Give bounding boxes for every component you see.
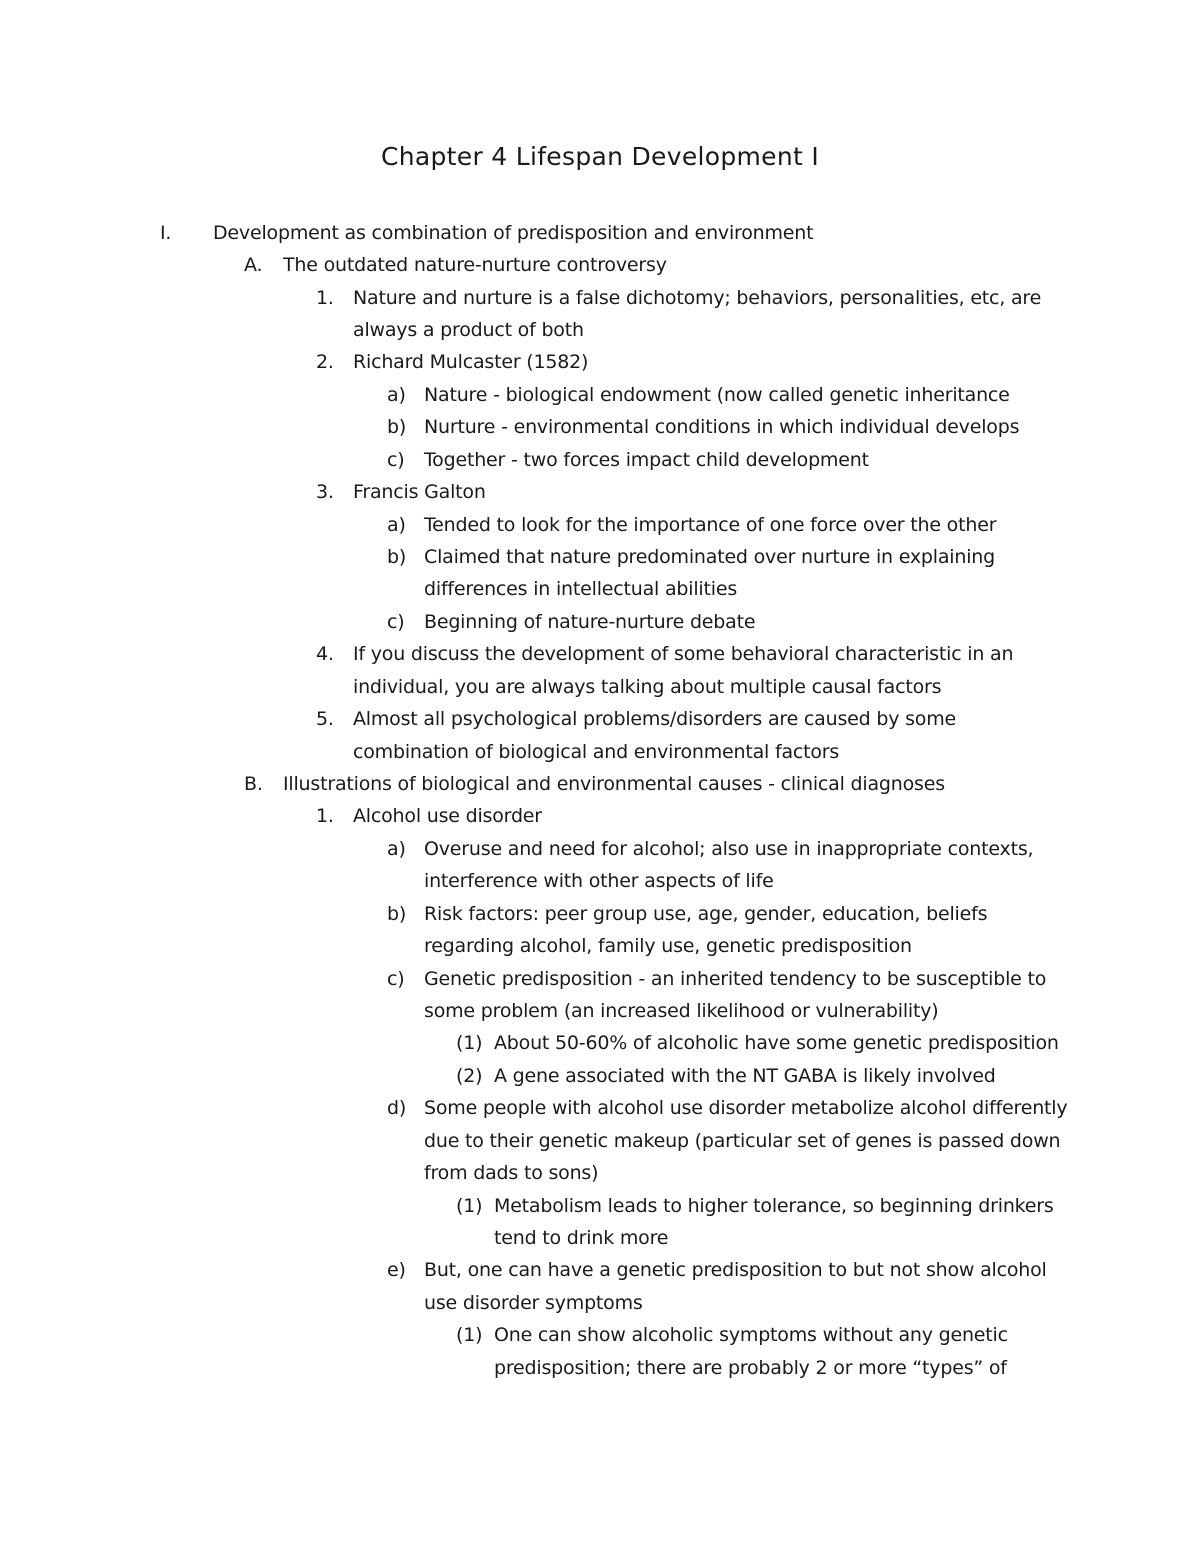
- outline-text: Overuse and need for alcohol; also use in inappropriate contexts,: [424, 838, 1034, 860]
- outline-marker: 3.: [316, 481, 334, 503]
- outline-text: Francis Galton: [353, 481, 486, 503]
- outline-text: Claimed that nature predominated over nurture in explaining: [424, 546, 995, 568]
- outline-text: use disorder symptoms: [424, 1292, 643, 1314]
- outline-marker: I.: [160, 222, 172, 244]
- outline-text: Nature and nurture is a false dichotomy; behaviors, personalities, etc, are: [353, 287, 1042, 309]
- outline-marker: d): [387, 1097, 407, 1119]
- outline-text: Tended to look for the importance of one force over the other: [424, 514, 997, 536]
- outline-marker: (2): [456, 1065, 483, 1087]
- outline-marker: c): [387, 611, 405, 633]
- outline-marker: a): [387, 514, 406, 536]
- outline-text: Almost all psychological problems/disorders are caused by some: [353, 708, 957, 730]
- outline-text: Alcohol use disorder: [353, 805, 542, 827]
- outline-text: from dads to sons): [424, 1162, 599, 1184]
- outline-text: Development as combination of predisposition and environment: [213, 222, 814, 244]
- outline-text: But, one can have a genetic predisposition to but not show alcohol: [424, 1259, 1047, 1281]
- outline-marker: (1): [456, 1324, 483, 1346]
- outline-text: Some people with alcohol use disorder metabolize alcohol differently: [424, 1097, 1068, 1119]
- outline-marker: A.: [244, 254, 263, 276]
- outline-text: About 50-60% of alcoholic have some genetic predisposition: [494, 1032, 1059, 1054]
- outline-marker: 2.: [316, 351, 334, 373]
- outline-text: Metabolism leads to higher tolerance, so beginning drinkers: [494, 1195, 1054, 1217]
- outline-marker: b): [387, 903, 407, 925]
- outline-text: Nurture - environmental conditions in which individual develops: [424, 416, 1020, 438]
- outline-text: regarding alcohol, family use, genetic predisposition: [424, 935, 912, 957]
- outline-marker: 1.: [316, 805, 334, 827]
- outline-text: One can show alcoholic symptoms without any genetic: [494, 1324, 1008, 1346]
- outline-text: interference with other aspects of life: [424, 870, 774, 892]
- outline-text: Illustrations of biological and environmental causes - clinical diagnoses: [283, 773, 945, 795]
- outline-marker: 4.: [316, 643, 334, 665]
- page-title: Chapter 4 Lifespan Development I: [380, 142, 820, 171]
- outline-marker: e): [387, 1259, 406, 1281]
- outline-text: individual, you are always talking about multiple causal factors: [353, 676, 942, 698]
- outline-text: Nature - biological endowment (now called genetic inheritance: [424, 384, 1010, 406]
- outline-text: tend to drink more: [494, 1227, 669, 1249]
- outline-text: Richard Mulcaster (1582): [353, 351, 589, 373]
- outline-text: Genetic predisposition - an inherited tendency to be susceptible to: [424, 968, 1047, 990]
- outline-text: always a product of both: [353, 319, 584, 341]
- outline-marker: 1.: [316, 287, 334, 309]
- outline-text: The outdated nature-nurture controversy: [283, 254, 667, 276]
- outline-marker: B.: [244, 773, 263, 795]
- outline-marker: 5.: [316, 708, 334, 730]
- outline-text: differences in intellectual abilities: [424, 578, 738, 600]
- outline-marker: c): [387, 449, 405, 471]
- outline-marker: a): [387, 384, 406, 406]
- outline-text: Risk factors: peer group use, age, gender, education, beliefs: [424, 903, 988, 925]
- outline-text: predisposition; there are probably 2 or more “types” of: [494, 1357, 1007, 1379]
- outline-marker: a): [387, 838, 406, 860]
- outline-text: Together - two forces impact child development: [424, 449, 869, 471]
- outline-marker: c): [387, 968, 405, 990]
- outline-marker: b): [387, 416, 407, 438]
- outline-text: Beginning of nature-nurture debate: [424, 611, 756, 633]
- outline-text: A gene associated with the NT GABA is likely involved: [494, 1065, 996, 1087]
- outline-text: due to their genetic makeup (particular set of genes is passed down: [424, 1130, 1061, 1152]
- outline-text: some problem (an increased likelihood or vulnerability): [424, 1000, 939, 1022]
- outline-marker: (1): [456, 1032, 483, 1054]
- outline-text: If you discuss the development of some behavioral characteristic in an: [353, 643, 1014, 665]
- outline-marker: b): [387, 546, 407, 568]
- outline-text: combination of biological and environmental factors: [353, 741, 840, 763]
- outline-marker: (1): [456, 1195, 483, 1217]
